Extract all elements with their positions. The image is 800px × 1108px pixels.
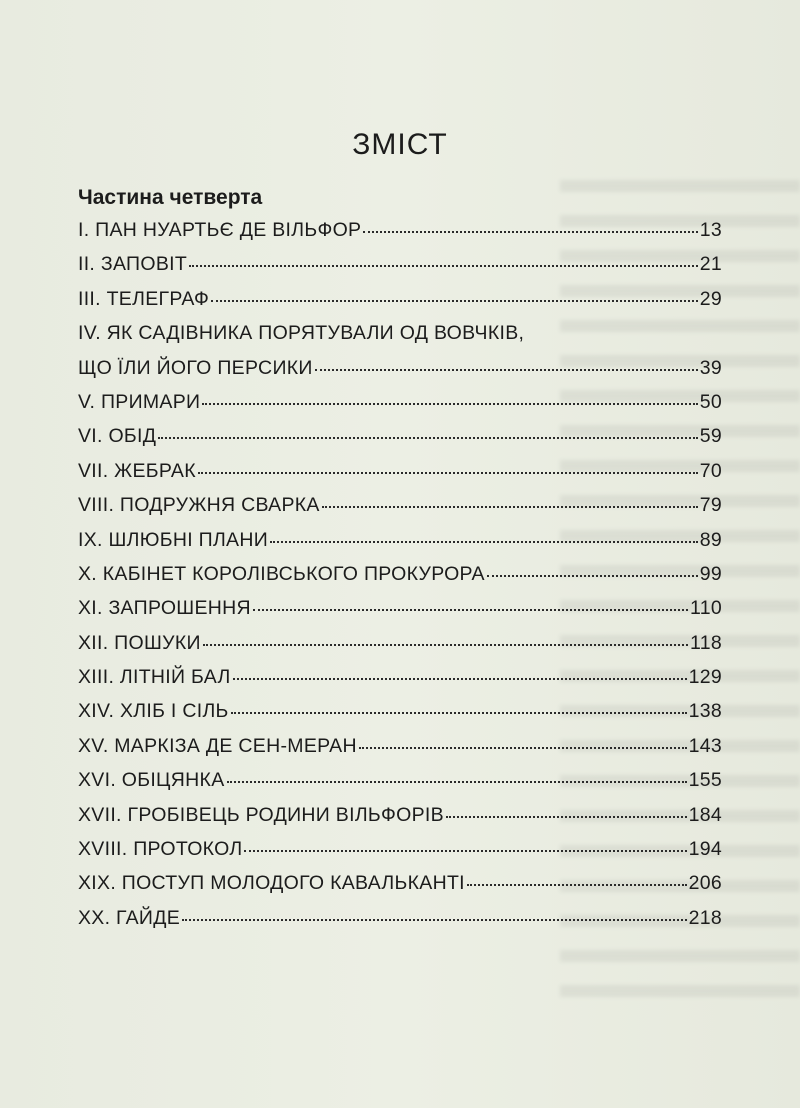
toc-entry (78, 769, 722, 803)
table-of-contents (78, 219, 722, 941)
toc-entry-page: 206 (688, 872, 722, 895)
toc-entry-page: 13 (699, 219, 722, 241)
toc-entry-title: XVIII. ПРОТОКОЛ (78, 838, 243, 861)
toc-entry (78, 804, 722, 838)
page-title: ЗМІСТ (352, 128, 448, 162)
dot-leader (211, 300, 698, 302)
toc-entry-page: 29 (699, 287, 722, 310)
toc-entry-title: XIX. ПОСТУП МОЛОДОГО КАВАЛЬКАНТІ (78, 872, 465, 895)
dot-leader (487, 575, 698, 577)
dot-leader (202, 403, 697, 405)
toc-entry-title: VII. ЖЕБРАК (78, 459, 196, 482)
toc-entry-title: XIV. ХЛІБ І СІЛЬ (78, 700, 229, 723)
toc-entry-page: 118 (690, 631, 722, 654)
toc-entry (78, 357, 722, 391)
toc-entry-page: 89 (699, 528, 722, 551)
toc-entry (78, 700, 722, 734)
dot-leader (359, 747, 687, 749)
toc-entry (78, 907, 722, 941)
toc-entry (78, 391, 722, 425)
toc-entry-page: 70 (699, 459, 722, 482)
toc-entry-page: 99 (699, 562, 722, 585)
dot-leader (315, 369, 698, 371)
dot-leader (233, 678, 687, 680)
toc-entry (78, 425, 722, 459)
toc-entry (78, 872, 722, 906)
dot-leader (322, 506, 698, 508)
dot-leader (231, 712, 687, 714)
dot-leader (198, 472, 698, 474)
dot-leader (189, 265, 698, 267)
dot-leader (467, 884, 687, 886)
dot-leader (203, 644, 688, 646)
toc-entry (78, 529, 722, 563)
toc-entry-title: I. ПАН НУАРТЬЄ ДЕ ВІЛЬФОР (78, 219, 362, 241)
dot-leader (158, 437, 697, 439)
toc-entry (78, 219, 722, 253)
toc-entry (78, 288, 722, 322)
toc-entry-title: XIII. ЛІТНІЙ БАЛ (78, 666, 231, 689)
toc-entry-page: 21 (699, 253, 722, 276)
dot-leader (227, 781, 687, 783)
toc-entry-title: VIII. ПОДРУЖНЯ СВАРКА (78, 494, 320, 517)
toc-entry-page: 184 (688, 803, 722, 826)
toc-entry-title: V. ПРИМАРИ (78, 390, 201, 413)
toc-entry-page: 79 (699, 494, 722, 517)
toc-entry-page: 143 (688, 734, 722, 757)
toc-entry (78, 322, 722, 356)
toc-entry (78, 838, 722, 872)
toc-entry-title: XX. ГАЙДЕ (78, 906, 181, 929)
toc-entry-page: 194 (688, 838, 722, 861)
toc-entry-page: 218 (688, 906, 722, 929)
toc-entry-page: 39 (699, 356, 722, 379)
toc-entry (78, 253, 722, 287)
toc-entry-title: ЩО ЇЛИ ЙОГО ПЕРСИКИ (78, 356, 313, 379)
toc-entry-page: 155 (688, 769, 722, 792)
toc-entry-title: III. ТЕЛЕГРАФ (78, 287, 210, 310)
toc-entry-title: XI. ЗАПРОШЕННЯ (78, 597, 251, 620)
toc-entry (78, 735, 722, 769)
toc-entry-title: XVI. ОБІЦЯНКА (78, 769, 225, 792)
toc-entry-page: 50 (699, 390, 722, 413)
toc-entry-title: IV. ЯК САДІВНИКА ПОРЯТУВАЛИ ОД ВОВЧКІВ, (78, 322, 525, 345)
toc-entry (78, 494, 722, 528)
toc-entry-title: XII. ПОШУКИ (78, 631, 201, 654)
toc-entry-page: 138 (688, 700, 722, 723)
toc-entry-page: 59 (699, 425, 722, 448)
toc-entry-page: 129 (688, 666, 722, 689)
toc-entry-title: X. КАБІНЕТ КОРОЛІВСЬКОГО ПРОКУРОРА (78, 562, 485, 585)
toc-entry (78, 597, 722, 631)
toc-entry (78, 632, 722, 666)
dot-leader (182, 919, 687, 921)
part-heading: Частина четверта (78, 186, 263, 209)
toc-entry-title: XV. МАРКІЗА ДЕ СЕН-МЕРАН (78, 734, 357, 757)
dot-leader (244, 850, 686, 852)
toc-entry-title: XVII. ГРОБІВЕЦЬ РОДИНИ ВІЛЬФОРІВ (78, 803, 444, 826)
dot-leader (270, 541, 698, 543)
dot-leader (446, 816, 687, 818)
toc-entry (78, 666, 722, 700)
toc-entry (78, 460, 722, 494)
toc-entry (78, 563, 722, 597)
toc-entry-title: IX. ШЛЮБНІ ПЛАНИ (78, 528, 269, 551)
dot-leader (363, 231, 697, 233)
toc-entry-title: II. ЗАПОВІТ (78, 253, 188, 276)
toc-entry-page: 110 (690, 597, 722, 620)
dot-leader (253, 609, 688, 611)
toc-entry-title: VI. ОБІД (78, 425, 157, 448)
